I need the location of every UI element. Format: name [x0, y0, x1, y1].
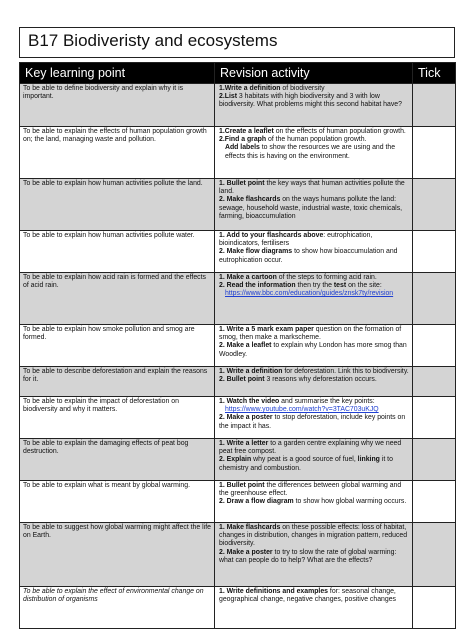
revision-activity: [215, 397, 413, 439]
activity-action: 1. Watch the video: [219, 398, 280, 405]
table-row: [20, 231, 456, 273]
revision-activity: [215, 179, 413, 231]
activity-action: Add labels: [225, 144, 260, 152]
activity-action: 1. Bullet point: [219, 482, 265, 489]
learning-point: To be able to explain the impact of deforestation on biodiversity and why it matters.: [20, 397, 215, 439]
activity-text: it to chemistry and combustion.: [219, 456, 393, 472]
activity-action: 2. Make flow diagrams: [219, 248, 293, 256]
activity-action: 2. Make a poster: [219, 414, 273, 422]
header-row: [20, 63, 456, 84]
tick-cell[interactable]: [413, 273, 456, 325]
activity-text: 3 reasons why deforestation occurs.: [264, 376, 377, 384]
activity-action: 1. Bullet point: [219, 180, 265, 187]
revision-activity: [215, 231, 413, 273]
learning-point: To be able to explain how human activities pollute water.: [20, 231, 215, 273]
revision-activity: [215, 587, 413, 629]
activity-action: 1. Add to your flashcards above: [219, 232, 324, 239]
activity-action: 2. Make a poster: [219, 548, 273, 556]
activity-action: 2. Make a leaflet: [219, 342, 272, 350]
activity-text: of biodiversity: [280, 85, 325, 92]
table-row: [20, 439, 456, 481]
activity-text: to show how bioaccumulation and eutrophication occur.: [219, 248, 398, 264]
activity-action: 2.Find a graph: [219, 136, 267, 144]
learning-point: To be able to explain the effect of environmental change on distribution of organisms: [20, 587, 215, 629]
activity-action: 1. Write definitions and examples: [219, 588, 329, 595]
table-row: [20, 127, 456, 179]
learning-point: To be able to explain how smoke pollution and smog are formed.: [20, 325, 215, 367]
activity-text: why peat is a good source of fuel,: [251, 456, 358, 464]
learning-point: To be able to define biodiversity and explain why it is important.: [20, 84, 215, 127]
activity-text: on the effects of human population growth.: [273, 128, 406, 135]
tick-cell[interactable]: [413, 179, 456, 231]
activity-action: 2. Explain: [219, 456, 252, 464]
header-revision-activity: Revision activity: [215, 63, 413, 84]
activity-text: to explain why London has more smog than Woodley.: [219, 342, 407, 358]
activity-text: to show how global warming occurs.: [293, 498, 407, 506]
activity-text: for deforestation. Link this to biodiversity.: [282, 368, 409, 375]
revision-activity: [215, 127, 413, 179]
learning-point: To be able to explain the effects of human population growth on; the land, managing waste and pollution.: [20, 127, 215, 179]
activity-action: 1.Create a leaflet: [219, 128, 274, 135]
activity-action: 2. Draw a flow diagram: [219, 498, 294, 506]
table-row: [20, 367, 456, 397]
tick-cell[interactable]: [413, 439, 456, 481]
activity-text: to stop deforestation, include key points on the impact it has.: [219, 414, 406, 430]
activity-action: 1.Write a definition: [219, 85, 281, 92]
tick-cell[interactable]: [413, 397, 456, 439]
header-tick: Tick: [413, 63, 456, 84]
activity-text: 3 habitats with high biodiversity and 3 with low biodiversity. What problems might this second habitat have?: [219, 93, 402, 109]
table-row: [20, 273, 456, 325]
learning-point: To be able to describe deforestation and explain the reasons for it.: [20, 367, 215, 397]
table-row: [20, 587, 456, 629]
learning-point: To be able to explain how acid rain is formed and the effects of acid rain.: [20, 273, 215, 325]
learning-point: To be able to explain the damaging effects of peat bog destruction.: [20, 439, 215, 481]
activity-action: 1. Make a cartoon: [219, 274, 277, 281]
activity-action: 1. Write a 5 mark exam paper: [219, 326, 314, 333]
tick-cell[interactable]: [413, 367, 456, 397]
activity-action: 2. Bullet point: [219, 376, 265, 384]
activity-text: of the human population growth.: [266, 136, 367, 144]
activity-action: 1. Make flashcards: [219, 524, 281, 531]
activity-text: on the ways humans pollute the land: sewage, household waste, industrial waste, toxic chemicals, farming, bioaccumulation: [219, 196, 403, 220]
activity-text: : eutrophication, bioindicators, fertilisers: [219, 232, 373, 248]
revision-activity: [215, 367, 413, 397]
tick-cell[interactable]: [413, 481, 456, 523]
revision-table: [19, 62, 456, 629]
tick-cell[interactable]: [413, 325, 456, 367]
tick-cell[interactable]: [413, 523, 456, 587]
bbc-guide-link[interactable]: https://www.bbc.com/education/guides/znsk7ty/revision: [225, 290, 394, 298]
activity-action: 1. Write a letter: [219, 440, 269, 447]
activity-text: to try to slow the rate of global warming: what can people do to help? What are the effects?: [219, 548, 397, 564]
activity-text: for: seasonal change, geographical change, negative changes, positive changes: [219, 588, 396, 604]
learning-point: To be able to explain how human activities pollute the land.: [20, 179, 215, 231]
revision-activity: [215, 325, 413, 367]
activity-action: linking: [357, 456, 380, 464]
activity-action: 1. Write a definition: [219, 368, 283, 375]
revision-activity: [215, 523, 413, 587]
activity-action: 2.List: [219, 93, 237, 101]
tick-cell[interactable]: [413, 587, 456, 629]
header-key-learning-point: Key learning point: [20, 63, 215, 84]
learning-point: To be able to suggest how global warming might affect the life on Earth.: [20, 523, 215, 587]
table-row: [20, 179, 456, 231]
table-row: [20, 325, 456, 367]
activity-text: and summarise the key points:: [279, 398, 375, 405]
activity-text: question on the formation of smog, then make a markscheme.: [219, 326, 402, 342]
title-box: [19, 27, 455, 58]
revision-activity: [215, 84, 413, 127]
activity-text: then try the: [295, 282, 334, 290]
page-title: B17 Biodiveristy and ecosystems: [28, 31, 278, 50]
activity-action: test: [333, 282, 347, 290]
tick-cell[interactable]: [413, 127, 456, 179]
activity-text: the differences between global warming and the greenhouse effect.: [219, 482, 402, 498]
activity-text: the key ways that human activities pollute the land.: [219, 180, 405, 196]
activity-text: to show the resources we are using and the effects this is having on the environment.: [225, 144, 396, 160]
youtube-video-link[interactable]: https://www.youtube.com/watch?v=3TAC703uKJQ: [225, 406, 379, 414]
tick-cell[interactable]: [413, 84, 456, 127]
revision-activity: [215, 439, 413, 481]
table-row: [20, 397, 456, 439]
tick-cell[interactable]: [413, 231, 456, 273]
activity-text: on the site:: [346, 282, 382, 290]
learning-point: To be able to explain what is meant by global warming.: [20, 481, 215, 523]
activity-action: 2. Read the information: [219, 282, 296, 290]
table-row: [20, 481, 456, 523]
revision-activity: [215, 481, 413, 523]
table-row: [20, 84, 456, 127]
activity-text: of the steps to forming acid rain.: [276, 274, 377, 281]
activity-action: 2. Make flashcards: [219, 196, 281, 204]
revision-activity: [215, 273, 413, 325]
activity-text: on these possible effects: loss of habitat, changes in distribution, changes in migration pattern, reduced biodiversity.: [219, 524, 408, 548]
table-row: [20, 523, 456, 587]
activity-text: to a garden centre explaining why we need peat free compost.: [219, 440, 402, 456]
